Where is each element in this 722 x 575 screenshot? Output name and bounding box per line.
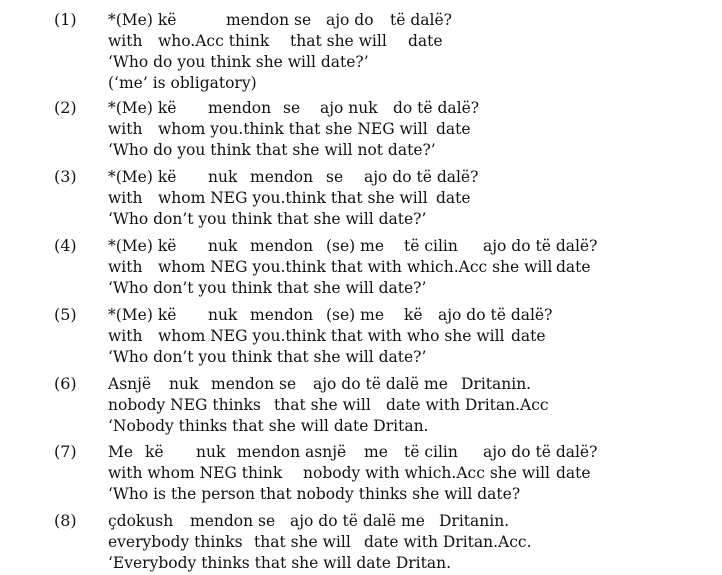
translation-line — [108, 140, 708, 160]
source-word: kë — [145, 443, 164, 461]
source-word: ajo do të dalë? — [483, 443, 598, 461]
gloss-word: with — [108, 120, 143, 138]
source-word: të dalë? — [390, 11, 452, 29]
translation-line — [108, 553, 708, 573]
translation-line — [108, 347, 708, 367]
gloss-word: everybody thinks — [108, 533, 243, 551]
translation: ‘Who don’t you think that she will date?’ — [108, 348, 427, 366]
gloss-word: nobody with which.Acc she will — [303, 464, 550, 482]
source-word: mendon se — [226, 11, 312, 29]
gloss-word: with — [108, 189, 143, 207]
source-word: të cilin — [404, 443, 458, 461]
gloss-word: date — [556, 258, 591, 276]
gloss-word: date — [436, 120, 471, 138]
source-word: Asnjë — [108, 375, 152, 393]
example-number: (6) — [54, 374, 77, 393]
gloss-word: whom NEG you.think that with which.Acc she will — [158, 258, 553, 276]
source-word: mendon se — [190, 512, 276, 530]
source-word: mendon — [250, 168, 314, 186]
source-line — [108, 305, 708, 325]
note: (‘me’ is obligatory) — [108, 74, 257, 92]
translation: ‘Everybody thinks that she will date Dritan. — [108, 554, 451, 572]
source-word: mendon — [208, 99, 272, 117]
source-word: *(Me) kë — [108, 168, 177, 186]
note-line — [108, 73, 708, 93]
translation: ‘Who do you think she will date?’ — [108, 53, 369, 71]
gloss-word: whom you.think that she NEG will — [158, 120, 428, 138]
gloss-word: date — [511, 327, 546, 345]
source-word: Me — [108, 443, 134, 461]
source-word: nuk — [208, 168, 238, 186]
source-line — [108, 442, 708, 462]
gloss-word: that she will — [274, 396, 371, 414]
gloss-line — [108, 188, 708, 208]
translation-line — [108, 52, 708, 72]
translation-line — [108, 484, 708, 504]
source-word: *(Me) kë — [108, 11, 177, 29]
example-number: (2) — [54, 98, 77, 117]
source-line — [108, 167, 708, 187]
source-word: ajo do të dalë? — [364, 168, 479, 186]
gloss-line — [108, 532, 708, 552]
gloss-line — [108, 31, 708, 51]
example-number: (8) — [54, 511, 77, 530]
source-word: me — [364, 443, 388, 461]
gloss-word: date — [408, 32, 443, 50]
source-word: *(Me) kë — [108, 99, 177, 117]
gloss-word: that she will — [254, 533, 351, 551]
translation: ‘Who don’t you think that she will date?’ — [108, 210, 427, 228]
gloss-word: with — [108, 327, 143, 345]
source-word: ajo do të dalë? — [438, 306, 553, 324]
translation-line — [108, 416, 708, 436]
source-word: nuk — [169, 375, 199, 393]
source-word: ajo do — [326, 11, 374, 29]
source-word: nuk — [208, 306, 238, 324]
source-word: çdokush — [108, 512, 174, 530]
translation: ‘Who is the person that nobody thinks she will date? — [108, 485, 521, 503]
example-number: (5) — [54, 305, 77, 324]
example-number: (7) — [54, 442, 77, 461]
source-line — [108, 236, 708, 256]
gloss-word: who.Acc think — [158, 32, 270, 50]
source-word: Dritanin. — [461, 375, 532, 393]
source-word: *(Me) kë — [108, 306, 177, 324]
gloss-word: date with Dritan.Acc. — [364, 533, 532, 551]
source-word: mendon — [250, 306, 314, 324]
translation: ‘Who do you think that she will not date?’ — [108, 141, 436, 159]
gloss-line — [108, 463, 708, 483]
source-line — [108, 374, 708, 394]
gloss-word: date — [556, 464, 591, 482]
example-number: (3) — [54, 167, 77, 186]
gloss-line — [108, 119, 708, 139]
gloss-word: with — [108, 32, 143, 50]
translation-line — [108, 278, 708, 298]
source-word: Dritanin. — [439, 512, 510, 530]
gloss-line — [108, 257, 708, 277]
source-line — [108, 10, 708, 30]
source-word: kë — [404, 306, 423, 324]
source-word: të cilin — [404, 237, 458, 255]
gloss-word: that she will — [290, 32, 387, 50]
source-word: ajo do të dalë me — [313, 375, 448, 393]
source-word: mendon se — [211, 375, 297, 393]
source-word: ajo do të dalë me — [290, 512, 425, 530]
example-number: (4) — [54, 236, 77, 255]
source-word: (se) me — [326, 237, 385, 255]
translation: ‘Nobody thinks that she will date Dritan. — [108, 417, 429, 435]
source-word: nuk — [196, 443, 226, 461]
source-word: mendon asnjë — [237, 443, 347, 461]
gloss-line — [108, 326, 708, 346]
example-number: (1) — [54, 10, 77, 29]
gloss-word: whom NEG you.think that she will — [158, 189, 428, 207]
gloss-word: whom NEG you.think that with who she will — [158, 327, 505, 345]
source-line — [108, 511, 708, 531]
source-word: se — [283, 99, 301, 117]
source-word: do të dalë? — [393, 99, 480, 117]
gloss-word: date with Dritan.Acc — [386, 396, 549, 414]
gloss-word: nobody NEG thinks — [108, 396, 261, 414]
gloss-word: with — [108, 258, 143, 276]
source-word: nuk — [208, 237, 238, 255]
gloss-word: date — [436, 189, 471, 207]
source-line — [108, 98, 708, 118]
gloss-line — [108, 395, 708, 415]
gloss-word: with whom NEG think — [108, 464, 283, 482]
source-word: mendon — [250, 237, 314, 255]
source-word: se — [326, 168, 344, 186]
source-word: ajo do të dalë? — [483, 237, 598, 255]
source-word: (se) me — [326, 306, 385, 324]
source-word: *(Me) kë — [108, 237, 177, 255]
source-word: ajo nuk — [320, 99, 378, 117]
translation-line — [108, 209, 708, 229]
translation: ‘Who don’t you think that she will date?’ — [108, 279, 427, 297]
